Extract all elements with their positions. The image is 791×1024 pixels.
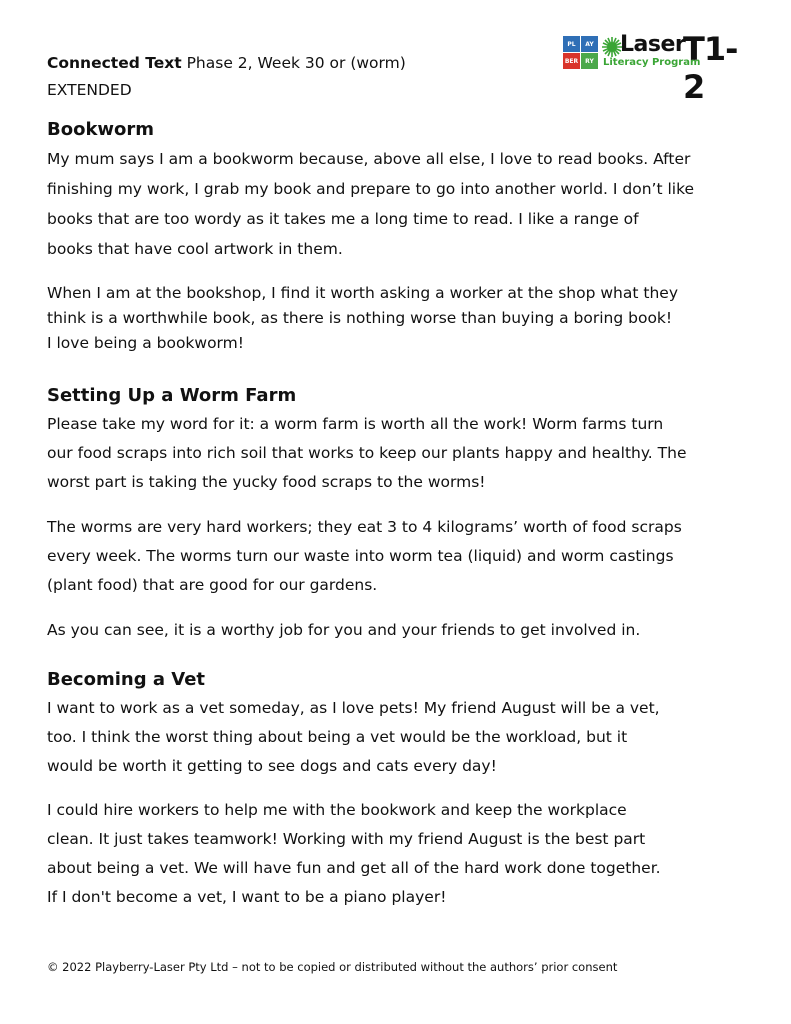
text-line: Please take my word for it: a worm farm is worth all the work! Worm farms turn bbox=[47, 415, 664, 433]
text-line: I want to work as a vet someday, as I love pets! My friend August will be a vet, bbox=[47, 699, 660, 717]
section-bookworm bbox=[47, 116, 767, 356]
text-line: every week. The worms turn our waste into worm tea (liquid) and worm castings bbox=[47, 547, 674, 565]
text-line: If I don't become a vet, I want to be a piano player! bbox=[47, 888, 447, 906]
puzzle-piece: BER bbox=[563, 53, 580, 69]
section-heading: Bookworm bbox=[47, 119, 155, 140]
text-line: about being a vet. We will have fun and get all of the hard work done together. bbox=[47, 859, 661, 877]
title-label: Connected Text bbox=[47, 54, 182, 72]
text-line: When I am at the bookshop, I find it worth asking a worker at the shop what they bbox=[47, 284, 678, 302]
text-line: finishing my work, I grab my book and prepare to go into another world. I don’t like bbox=[47, 180, 695, 198]
paragraph bbox=[47, 281, 767, 356]
text-line: worst part is taking the yucky food scraps to the worms! bbox=[47, 473, 486, 491]
logo-tagline: Literacy Program bbox=[603, 57, 701, 68]
laser-literacy-logo bbox=[563, 30, 743, 106]
text-line: books that are too wordy as it takes me a long time to read. I like a range of bbox=[47, 210, 639, 228]
logo-level: T1-2 bbox=[683, 30, 738, 106]
document-title bbox=[47, 50, 406, 77]
section-becoming-a-vet bbox=[47, 666, 767, 912]
text-line: books that have cool artwork in them. bbox=[47, 240, 343, 258]
text-line: think is a worthwhile book, as there is nothing worse than buying a boring book! bbox=[47, 309, 673, 327]
logo-brand: Laser bbox=[620, 32, 686, 57]
text-line: too. I think the worst thing about being a vet would be the workload, but it bbox=[47, 728, 628, 746]
text-line: I could hire workers to help me with the bookwork and keep the workplace bbox=[47, 801, 627, 819]
paragraph bbox=[47, 796, 767, 912]
paragraph bbox=[47, 410, 767, 497]
puzzle-piece: PL bbox=[563, 36, 580, 52]
text-line: My mum says I am a bookworm because, above all else, I love to read books. After bbox=[47, 150, 691, 168]
text-line: our food scraps into rich soil that works to keep our plants happy and healthy. The bbox=[47, 444, 687, 462]
document-subtitle: EXTENDED bbox=[47, 81, 132, 99]
text-line: I love being a bookworm! bbox=[47, 334, 244, 352]
text-line: (plant food) that are good for our gardens. bbox=[47, 576, 378, 594]
section-worm-farm bbox=[47, 382, 767, 645]
text-line: The worms are very hard workers; they eat 3 to 4 kilograms’ worth of food scraps bbox=[47, 518, 682, 536]
paragraph bbox=[47, 694, 767, 781]
copyright-footer: © 2022 Playberry-Laser Pty Ltd – not to be copied or distributed without the authors’ prior consent bbox=[47, 960, 618, 974]
text-line: clean. It just takes teamwork! Working with my friend August is the best part bbox=[47, 830, 646, 848]
puzzle-piece: RY bbox=[581, 53, 598, 69]
document-header bbox=[47, 50, 406, 104]
section-heading: Becoming a Vet bbox=[47, 669, 206, 690]
section-heading: Setting Up a Worm Farm bbox=[47, 385, 297, 406]
paragraph bbox=[47, 144, 767, 264]
paragraph bbox=[47, 513, 767, 600]
text-line: As you can see, it is a worthy job for you and your friends to get involved in. bbox=[47, 621, 641, 639]
paragraph bbox=[47, 616, 767, 645]
text-line: would be worth it getting to see dogs and cats every day! bbox=[47, 757, 497, 775]
playberry-puzzle-icon bbox=[563, 36, 599, 70]
title-detail: Phase 2, Week 30 or (worm) bbox=[181, 54, 406, 72]
puzzle-piece: AY bbox=[581, 36, 598, 52]
